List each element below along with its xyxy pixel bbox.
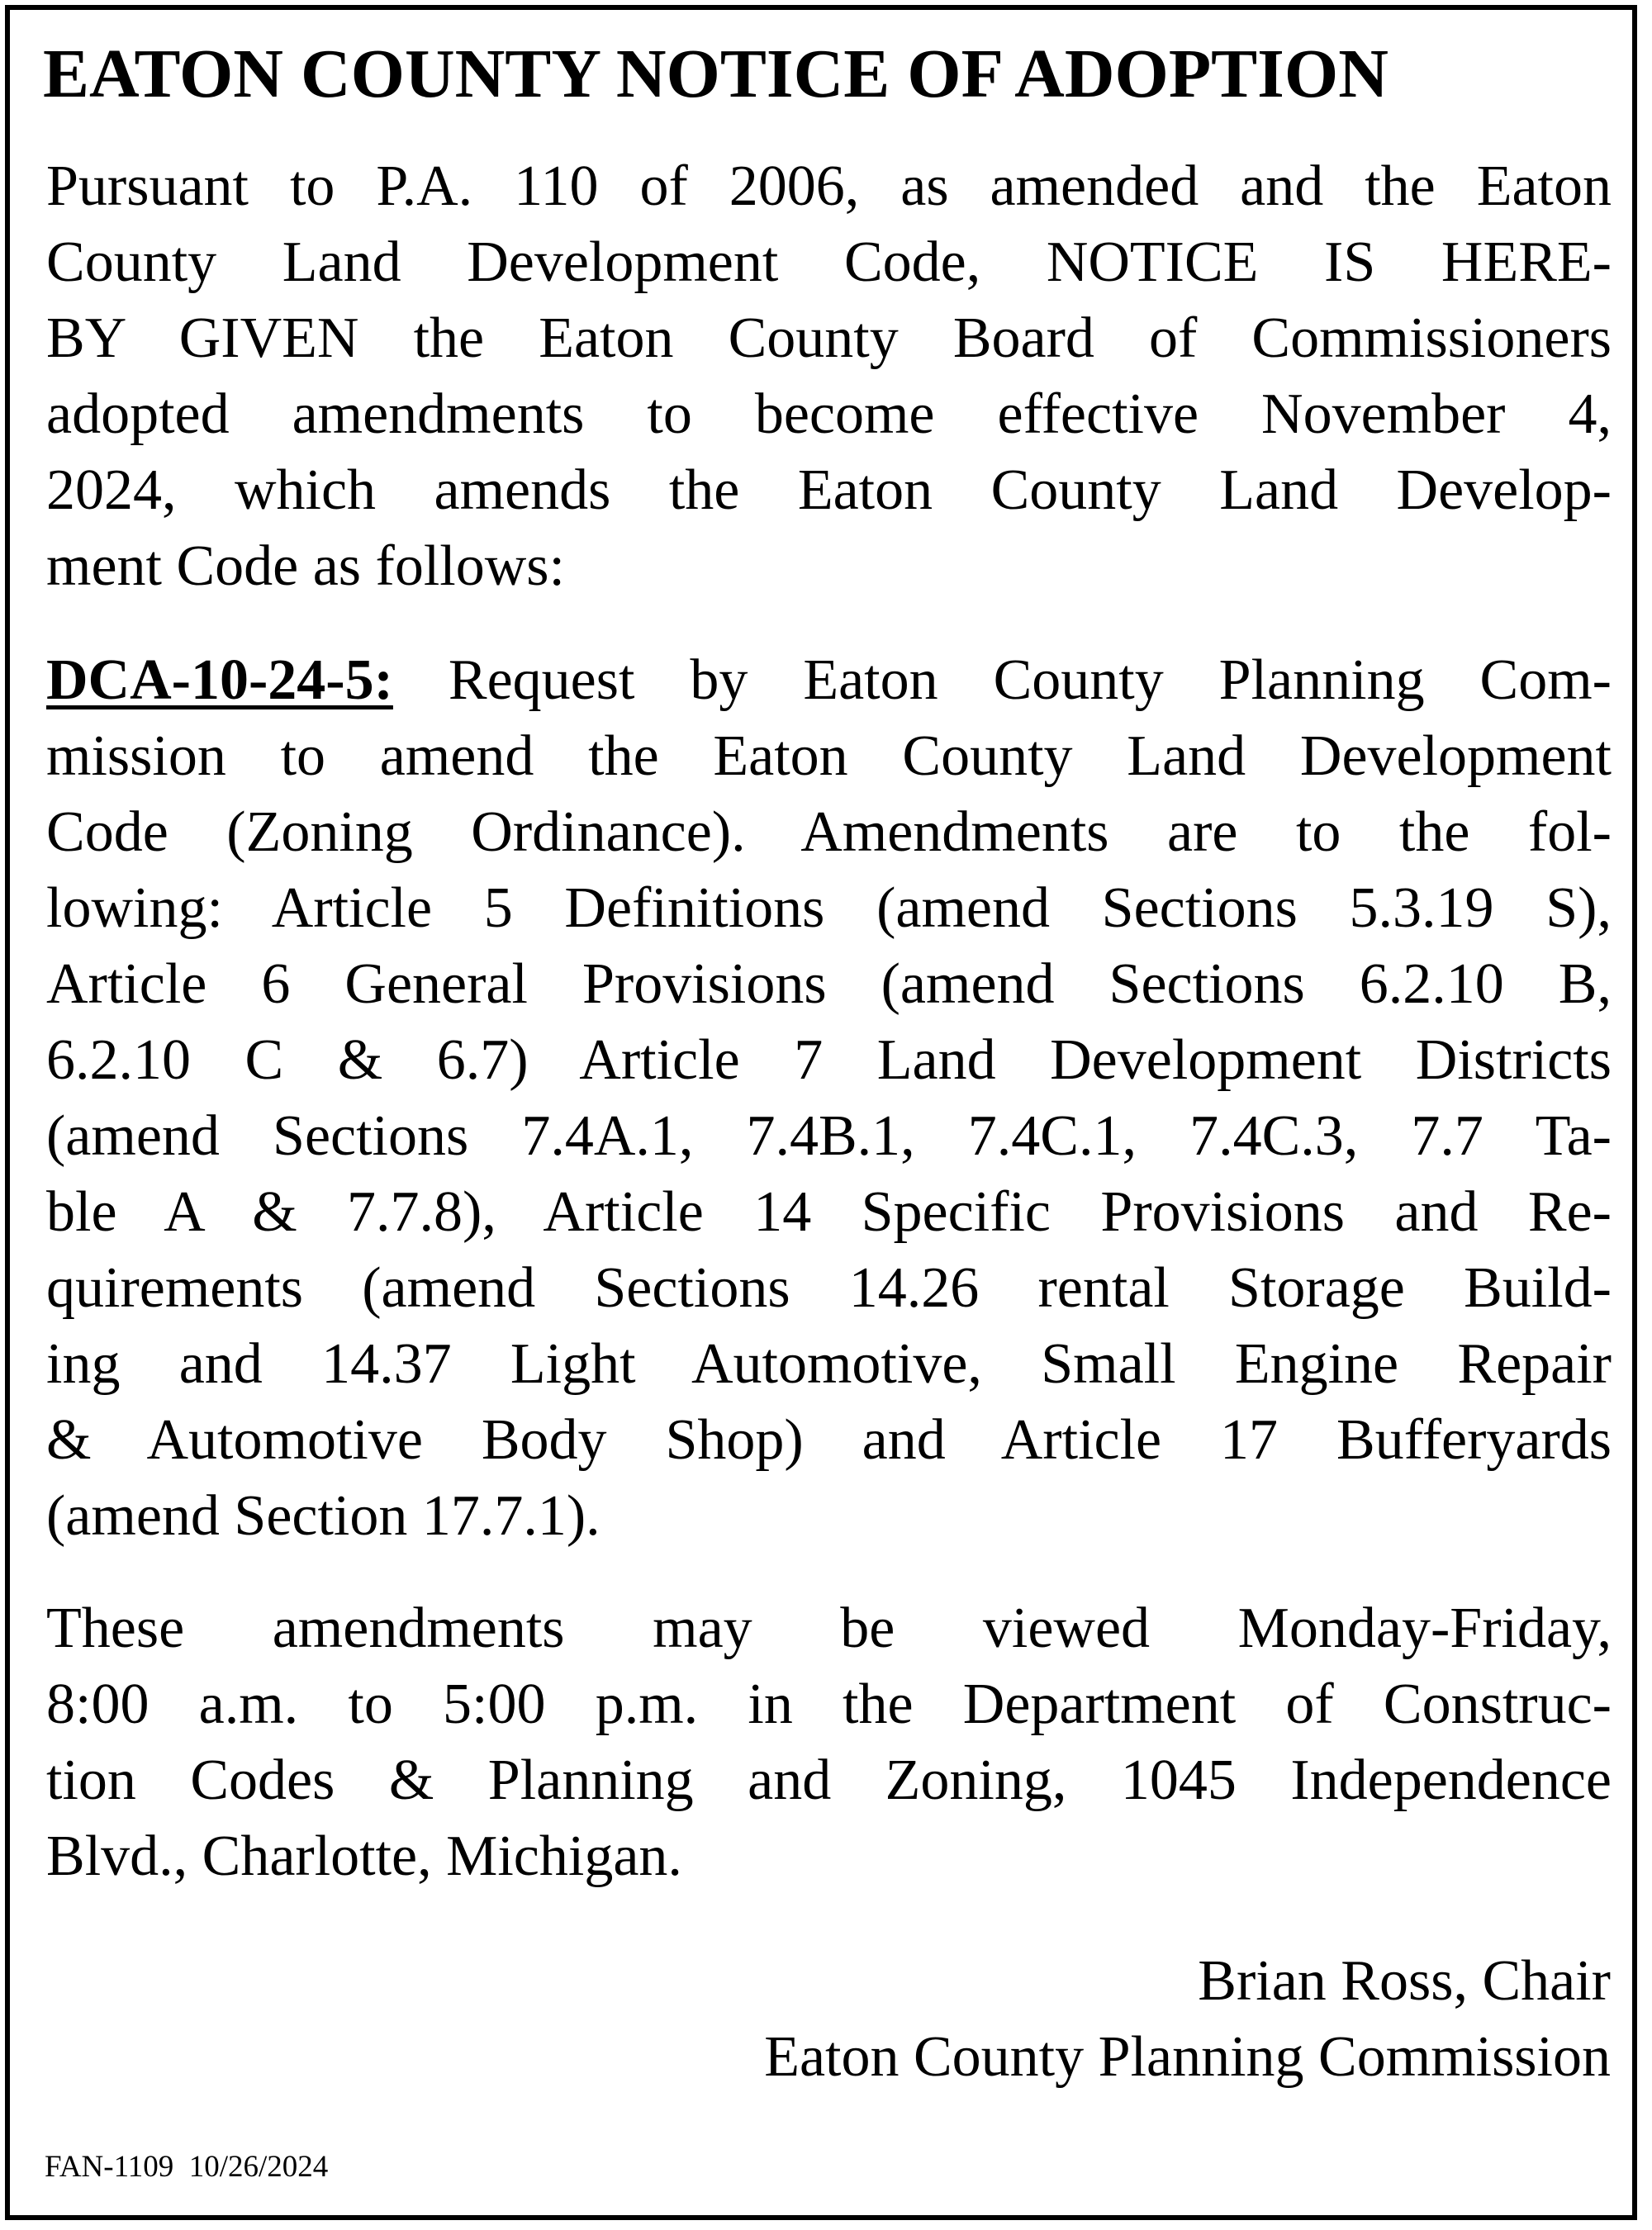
paragraph-line: BY GIVEN the Eaton County Board of Commissioners xyxy=(46,306,1612,370)
notice-paragraph-viewing xyxy=(46,1591,1612,1895)
footer-id: FAN-1109 xyxy=(45,2150,174,2184)
notice-paragraph-amendment xyxy=(46,643,1612,1554)
paragraph-line: These amendments may be viewed Monday-Friday, xyxy=(46,1597,1612,1660)
paragraph-line: ing and 14.37 Light Automotive, Small Engine Repair xyxy=(46,1332,1612,1396)
paragraph-line: 8:00 a.m. to 5:00 p.m. in the Department of Construc- xyxy=(46,1672,1612,1736)
signer-name: Brian Ross, Chair xyxy=(1198,1949,1611,2013)
paragraph-line: ment Code as follows: xyxy=(46,534,565,598)
paragraph-line: quirements (amend Sections 14.26 rental Storage Build- xyxy=(46,1256,1612,1320)
paragraph-line: Blvd., Charlotte, Michigan. xyxy=(46,1824,682,1888)
paragraph-line: tion Codes & Planning and Zoning, 1045 Independence xyxy=(46,1748,1612,1812)
notice-paragraph-authority xyxy=(46,149,1612,605)
paragraph-line: mission to amend the Eaton County Land Development xyxy=(46,724,1612,788)
paragraph-line: ble A & 7.7.8), Article 14 Specific Provisions and Re- xyxy=(46,1180,1612,1244)
paragraph-line: adopted amendments to become effective November 4, xyxy=(46,382,1612,446)
signer-organization: Eaton County Planning Commission xyxy=(764,2025,1611,2089)
paragraph-line: Article 6 General Provisions (amend Sections 6.2.10 B, xyxy=(46,952,1612,1016)
amendment-code-reference: DCA-10-24-5: xyxy=(46,648,393,712)
signature-block xyxy=(764,1943,1611,2095)
notice-title: EATON COUNTY NOTICE OF ADOPTION xyxy=(43,36,1389,112)
paragraph-line-rest: Request by Eaton County Planning Com- xyxy=(392,648,1612,712)
paragraph-line: 2024, which amends the Eaton County Land Develop- xyxy=(46,458,1612,522)
paragraph-line xyxy=(46,643,1612,719)
paragraph-line: County Land Development Code, NOTICE IS HERE- xyxy=(46,230,1612,294)
paragraph-line: Code (Zoning Ordinance). Amendments are to the fol- xyxy=(46,800,1612,864)
paragraph-line: 6.2.10 C & 6.7) Article 7 Land Development Districts xyxy=(46,1028,1612,1092)
paragraph-line: Pursuant to P.A. 110 of 2006, as amended and the Eaton xyxy=(46,154,1612,218)
paragraph-line: (amend Section 17.7.1). xyxy=(46,1484,601,1548)
footer-date: 10/26/2024 xyxy=(188,2150,329,2184)
paragraph-line: & Automotive Body Shop) and Article 17 Bufferyards xyxy=(46,1408,1612,1472)
paragraph-line: (amend Sections 7.4A.1, 7.4B.1, 7.4C.1, 7.4C.3, 7.7 Ta- xyxy=(46,1104,1612,1168)
paragraph-line: lowing: Article 5 Definitions (amend Sections 5.3.19 S), xyxy=(46,876,1612,940)
notice-footer xyxy=(45,2148,328,2186)
